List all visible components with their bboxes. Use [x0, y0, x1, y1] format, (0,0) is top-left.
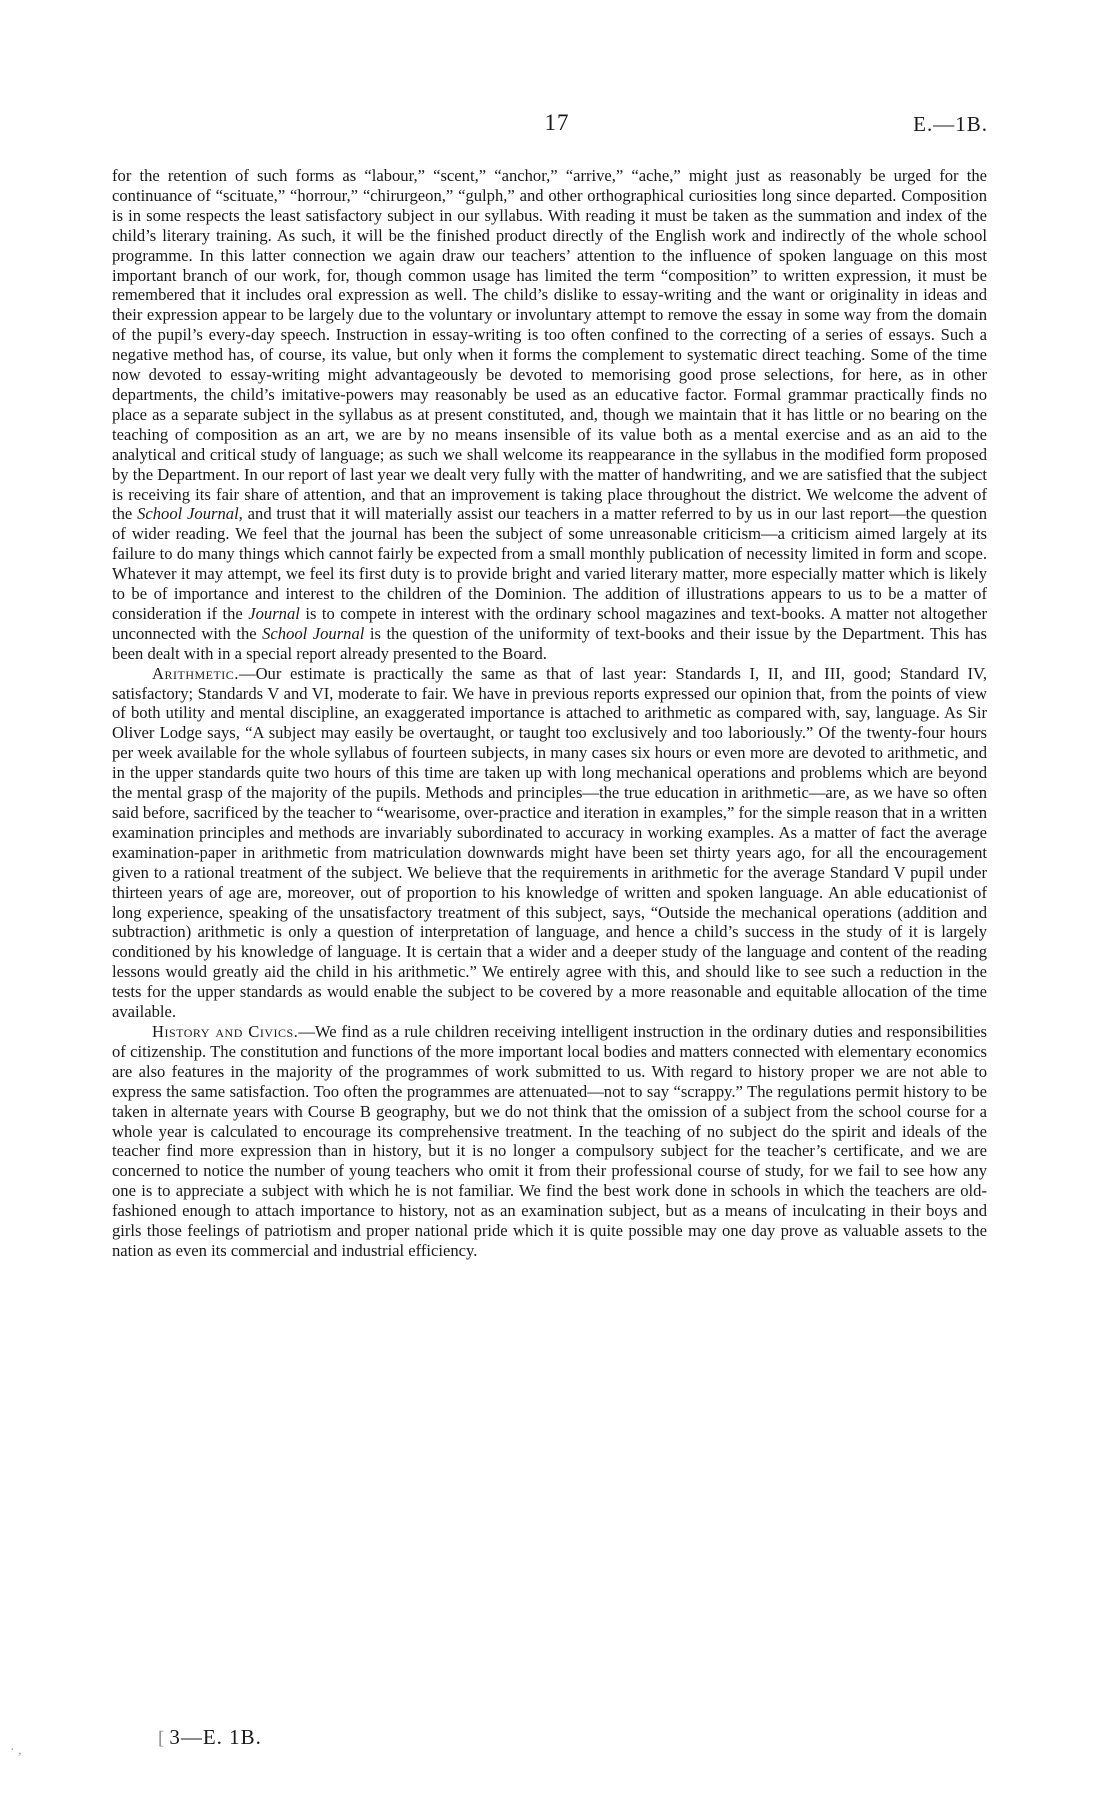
- paragraph-text: for the retention of such forms as “labour,” “scent,” “anchor,” “arrive,” “ache,” might just as reasonably be urged for the continuance of “scituate,” “horrour,” “chirurgeon,” “gulph,” and other orthographical curiosities long since departed. Composition is in some respects the least satisfactory subject in our syllabus. With reading it must be taken as the summation and index of the child’s literary training. As such, it will be the finished product directly of the English work and indirectly of the whole school programme. In this latter connection we again draw our teachers’ attention to the influence of spoken language on this most important branch of our work, for, though common usage has limited the term “composition” to written expression, it must be remembered that it includes oral expression as well. The child’s dislike to essay-writing and the want or originality in ideas and their expression appear to be largely due to the voluntary or involuntary attempt to remove the essay in some way from the domain of the pupil’s every-day speech. Instruction in essay-writing is too often confined to the correcting of a series of essays. Such a negative method has, of course, its value, but only when it forms the complement to systematic direct teaching. Some of the time now devoted to essay-writing might advantageously be devoted to memorising good prose selections, for here, as in other departments, the child’s imitative-powers may reasonably be used as an educative factor. Formal grammar practically finds no place as a separate subject in the syllabus as at present constituted, and, though we maintain that it has little or no bearing on the teaching of composition as an art, we are by no means insensible of its value both as a mental exercise and as an aid to the analytical and critical study of language; as such we shall welcome its reappearance in the syllabus in the modified form proposed by the Department. In our report of last year we dealt very fully with the matter of handwriting, and we are satisfied that the subject is receiving its fair share of attention, and that an improvement is taking place throughout the district. We welcome the advent of the: [112, 166, 987, 524]
- italic-title: School Journal: [262, 623, 365, 643]
- paragraph-text: is to compete in interest with the ordinary school magazines and text-books. A matter not altogether unconnected with the: [112, 603, 987, 643]
- section-heading-history-civics: History and Civics.: [152, 1021, 299, 1041]
- paragraph-text: and trust that it will materially assist our teachers in a matter referred to by us in our last report—the question of wider reading. We feel that the journal has been the subject of some unreasonable criticism—a criticism aimed largely at its failure to do many things which cannot fairly be expected from a small monthly publication of necessity limited in form and scope. Whatever it may attempt, we feel its first duty is to provide bright and varied literary matter, more especially matter which is likely to be of importance and interest to the children of the Dominion. The addition of illustrations appears to us to be a matter of consideration if the: [112, 504, 987, 623]
- paragraph-text: —Our estimate is practically the same as that of last year: Standards I, II, and III, good; Standard IV, satisfactory; Standards V and VI, moderate to fair. We have in previous reports expressed our opinion that, from the points of view of both utility and mental discipline, an exaggerated importance is attached to arithmetic as compared with, say, language. As Sir Oliver Lodge says, “A subject may easily be overtaught, or taught too exclusively and too laboriously.” Of the twenty-four hours per week available for the whole syllabus of fourteen subjects, in many cases six hours or even more are devoted to arithmetic, and in the upper standards quite two hours of this time are taken up with long mechanical operations and problems which are beyond the mental grasp of the majority of the pupils. Methods and principles—the true education in arithmetic—are, as we have so often said before, sacrificed by the teacher to “wearisome, over-practice and iteration in examples,” for the simple reason that in a written examination principles and methods are invariably subordinated to accuracy in working examples. As a matter of fact the average examination-paper in arithmetic from matriculation downwards might have been set thirty years ago, for all the encouragement given to a rational treatment of the subject. We believe that the requirements in arithmetic for the average Standard V pupil under thirteen years of age are, moreover, out of proportion to his knowledge of written and spoken language. An able educationist of long experience, speaking of the unsatisfactory treatment of this subject, says, “Outside the mechanical operations (addition and subtraction) arithmetic is only a question of interpretation of language, and hence a child’s success in the study of it is largely conditioned by his knowledge of language. It is certain that a wider and a deeper study of the language and content of the reading lessons would greatly aid the child in his arithmetic.” We entirely agree with this, and should like to see such a reduction in the tests for the upper standards as would enable the subject to be covered by a more reasonable and equitable allocation of the time available.: [112, 663, 987, 1022]
- paragraph-composition: [112, 166, 987, 664]
- bracket-glyph: [: [158, 1728, 166, 1749]
- signature-mark: [158, 1725, 262, 1750]
- margin-mark: · ,: [10, 1743, 22, 1758]
- paragraph-history-civics: [112, 1022, 987, 1261]
- page-number: 17: [544, 110, 570, 135]
- document-code: E.—1B.: [913, 112, 988, 136]
- paragraph-text: —We find as a rule children receiving intelligent instruction in the ordinary duties and responsibilities of citizenship. The constitution and functions of the more important local bodies and matters connected with elementary economics are also features in the majority of the programmes of work submitted to us. With regard to history proper we are not able to express the same satisfaction. Too often the programmes are attenuated—not to say “scrappy.” The regulations permit history to be taken in alternate years with Course B geography, but we do not think that the omission of a subject from the school course for a whole year is calculated to encourage its comprehensive treatment. In the teaching of no subject do the spirit and ideals of the teacher find more expression than in history, but it is no longer a compulsory subject for the teacher’s certificate, and we are concerned to notice the number of young teachers who omit it from their professional course of study, for we fail to see how any one is to appreciate a subject with which he is not familiar. We find the best work done in schools in which the teachers are old-fashioned enough to attach importance to history, not as an examination subject, but as a means of inculcating in their boys and girls those feelings of patriotism and proper national pride which it is quite possible may one day prove as valuable assets to the nation as even its commercial and industrial efficiency.: [112, 1021, 987, 1260]
- italic-title: Journal: [248, 603, 300, 623]
- paragraph-text: is the question of the uniformity of text-books and their issue by the Department. This has been dealt with in a special report already presented to the Board.: [112, 623, 987, 663]
- signature-text: 3—E. 1B.: [169, 1725, 262, 1749]
- paragraph-arithmetic: [112, 664, 987, 1022]
- body-text: [112, 166, 987, 1261]
- section-heading-arithmetic: Arithmetic.: [152, 663, 239, 683]
- italic-title: School Journal,: [137, 504, 243, 524]
